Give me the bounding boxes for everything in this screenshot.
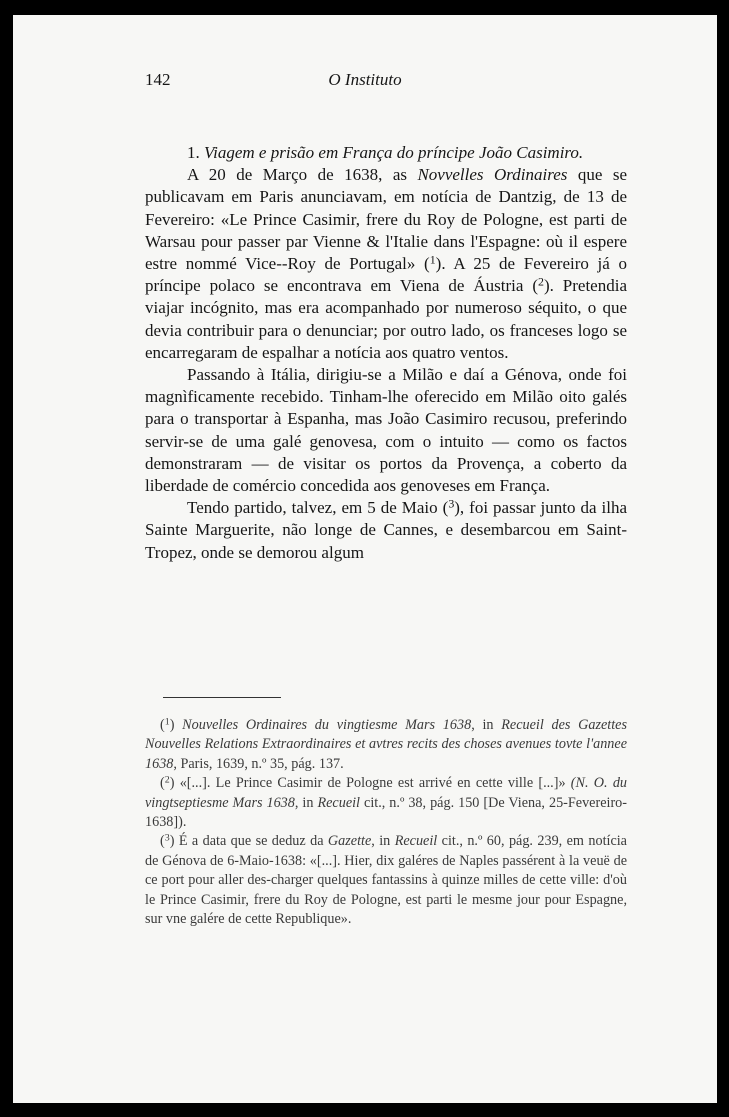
paragraph-1: A 20 de Março de 1638, as Novvelles Ordinaires que se publicavam em Paris anunciavam, em notícia de Dantzig, de 13 de Fevereiro: «Le Prince Casimir, frere du Roy de Pologne, est parti de Warsau pour passer par Vienne & l'Italie dans l'Espagne: où il espere estre nommé Vice--Roy de Portugal» ($^1$). A 25 de Fevereiro já o príncipe polaco se encontrava em Viena de Áustria ($^2$). Pretendia viajar incógnito, mas era acompanhado por numeroso séquito, o que devia contribuir para o denunciar; por outro lado, os franceses logo se encarregaram de espalhar a notícia aos quatro ventos. <box>145 165 627 362</box>
paragraph-3: Tendo partido, talvez, em 5 de Maio ($^3$), foi passar junto da ilha Sainte Marguerite, não longe de Cannes, e desembarcou em Saint-Tropez, onde se demorou algum <box>145 496 628 562</box>
section-number: 1. <box>187 143 200 162</box>
journal-title: Novvelles Ordinaires <box>417 165 568 185</box>
running-head <box>145 70 585 94</box>
running-title: O Instituto <box>328 70 402 89</box>
page-number: 142 <box>145 70 171 89</box>
section-heading <box>145 142 627 164</box>
footnote-3: ($^3$) É a data que se deduz da Gazette, in Recueil cit., n.º 60, pág. 239, em notícia de Génova de 6-Maio-1638: «[...]. Hier, dix galéres de Naples passérent à la veuë de ce port pour aller des-charger quelques fantassins à quinze milles de cette ville: d'où le Prince Casimir, frere du Roy de Pologne, est parti le mesme jour pour Espagne, sur vne galére de cette Republique». <box>145 832 627 928</box>
footnotes <box>145 716 627 929</box>
footnote-ref-1[interactable]: 1 <box>429 252 436 267</box>
footnote-separator <box>163 697 281 698</box>
footnote-ref-2[interactable]: 2 <box>538 274 544 289</box>
section-title: Viagem e prisão em França do príncipe João Casimiro. <box>204 143 584 162</box>
footnote-ref-3[interactable]: 3 <box>448 496 455 511</box>
footnote-2: ($^2$) «[...]. Le Prince Casimir de Pologne est arrivé en cette ville [...]» (N. O. du vingtseptiesme Mars 1638, in Recueil cit., n.º 38, pág. 150 [De Viena, 25-Fevereiro-1638]). <box>145 774 628 831</box>
main-text <box>145 142 627 564</box>
paragraph-2: Passando à Itália, dirigiu-se a Milão e daí a Génova, onde foi magnìficamente recebido. Tinham-lhe oferecido em Milão oito galés para o transportar à Espanha, mas João Casimiro recusou, preferindo servir-se de uma galé genovesa, com o intuito — como os factos demonstraram — de visitar os portos da Provença, a coberto da liberdade de comércio concedida aos genoveses em França. <box>145 365 627 496</box>
footnote-1: ($^1$) Nouvelles Ordinaires du vingtiesme Mars 1638, in Recueil des Gazettes Nouvelles Relations Extraordinaires et avtres recits des choses avenues tovte l'annee 1638, Paris, 1639, n.º 35, pág. 137. <box>145 716 628 772</box>
